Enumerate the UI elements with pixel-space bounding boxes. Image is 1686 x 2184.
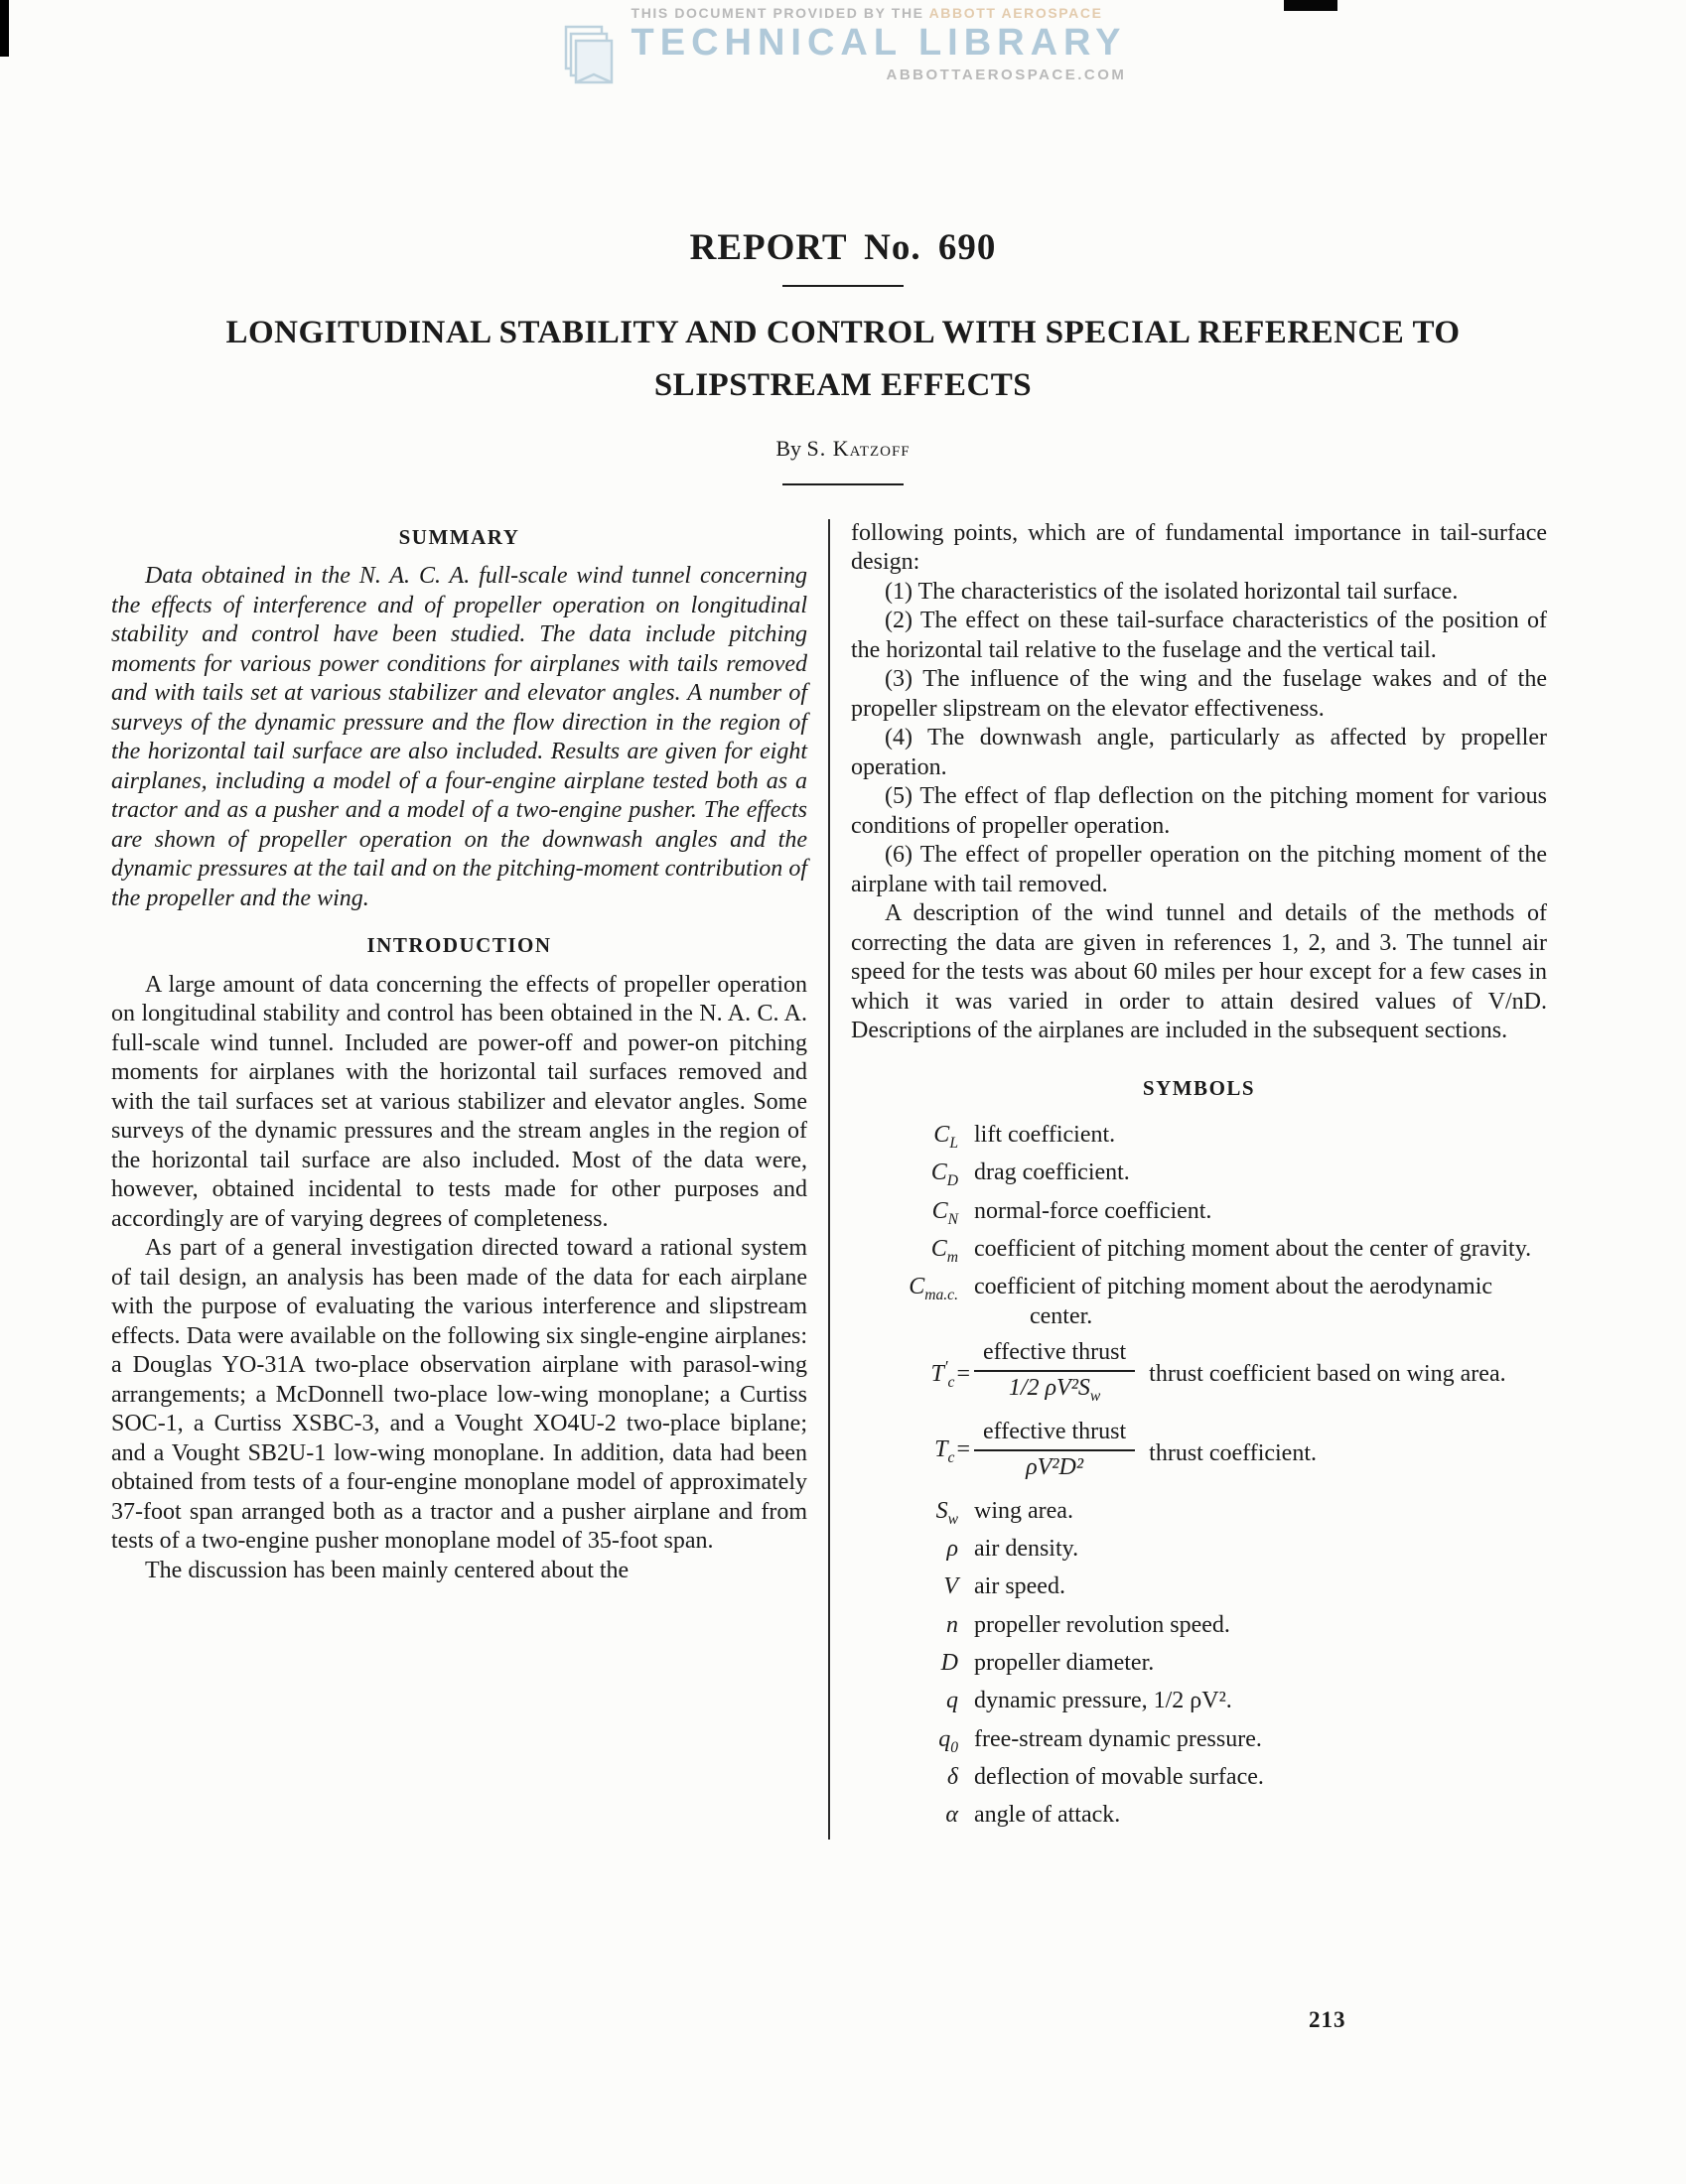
- summary-paragraph: Data obtained in the N. A. C. A. full-scale wind tunnel concerning the effects of interference and of propeller operation on longitudinal stability and control have been studied. The data include pitching moments for various power conditions for airplanes with tails removed and with tails set at various stabilizer and elevator angles. A number of surveys of the dynamic pressure and the flow direction in the region of the horizontal tail surface are also included. Results are given for eight airplanes, including a model of a four-engine airplane tested both as a tractor and as a pusher and a model of a two-engine pusher. The effects are shown of propeller operation on the downwash angles and the dynamic pressures at the tail and on the pitching-moment contribution of the propeller and the wing.: [111, 563, 807, 911]
- two-column-body: [111, 519, 1547, 1840]
- symbol-subscript: c: [947, 1448, 955, 1466]
- symbol: [879, 1535, 974, 1571]
- symbol: [879, 1273, 974, 1331]
- symbol-letter: δ: [946, 1763, 958, 1790]
- symbol-letter: n: [946, 1611, 958, 1638]
- symbol-subscript: N: [947, 1210, 958, 1228]
- symbol-letter: C: [930, 1160, 947, 1186]
- symbol: [879, 1572, 974, 1609]
- header-rule-top: [782, 285, 904, 287]
- symbol-row: [879, 1273, 1547, 1331]
- symbol-row: [879, 1687, 1547, 1723]
- symbol-definition: thrust coefficient.: [1149, 1439, 1318, 1466]
- symbol-row: [879, 1611, 1547, 1648]
- symbol-row: [879, 1159, 1547, 1195]
- symbol: [879, 1763, 974, 1800]
- symbol-definition: normal-force coefficient.: [974, 1197, 1212, 1224]
- byline-by: By: [775, 435, 802, 461]
- watermark-provided-by: THIS DOCUMENT PROVIDED BY THE: [631, 5, 924, 21]
- symbol: [879, 1497, 974, 1534]
- fraction-numerator: effective thrust: [974, 1338, 1135, 1372]
- symbol: [879, 1611, 974, 1648]
- symbol-definition: propeller diameter.: [974, 1650, 1155, 1677]
- numbered-point: (4) The downwash angle, particularly as affected by propeller operation.: [851, 725, 1547, 780]
- symbol-row-thrust-coefficient: [879, 1418, 1547, 1490]
- symbol-letter: D: [940, 1650, 958, 1677]
- watermark-provider: ABBOTT AEROSPACE: [928, 5, 1103, 21]
- document-stack-icon: [560, 25, 622, 93]
- report-title-line1: LONGITUDINAL STABILITY AND CONTROL WITH SPECIAL REFERENCE TO: [225, 315, 1461, 350]
- symbol-definition: free-stream dynamic pressure.: [974, 1725, 1262, 1752]
- symbol-letter: C: [931, 1197, 948, 1224]
- library-watermark: [0, 5, 1686, 93]
- byline-author: S. Katzoff: [806, 435, 911, 461]
- symbol: [879, 1235, 974, 1272]
- numbered-point: (2) The effect on these tail-surface characteristics of the position of the horizontal tail relative to the fuselage and the vertical tail.: [851, 608, 1547, 663]
- symbol-letter: T: [930, 1361, 944, 1388]
- symbol-row: [879, 1197, 1547, 1234]
- symbol-definition: thrust coefficient based on wing area.: [1149, 1360, 1506, 1387]
- symbol-subscript: L: [949, 1134, 958, 1152]
- symbol-definition: drag coefficient.: [974, 1160, 1130, 1186]
- numbered-point: (1) The characteristics of the isolated horizontal tail surface.: [885, 578, 1459, 605]
- symbol-row: [879, 1535, 1547, 1571]
- header-rule-bottom: [782, 483, 904, 485]
- symbol-row: [879, 1235, 1547, 1272]
- description-paragraph: A description of the wind tunnel and details of the methods of correcting the data are given in references 1, 2, and 3. The tunnel air speed for the tests was about 60 miles per hour except for a few cases in which it was varied in order to attain desired values of V/nD. Descriptions of the airplanes are included in the subsequent sections.: [851, 900, 1547, 1044]
- symbol-definition: dynamic pressure, 1/2 ρV².: [974, 1688, 1232, 1714]
- symbol-row: [879, 1121, 1547, 1158]
- column-divider-rule: [828, 519, 830, 1840]
- symbol-definition: propeller revolution speed.: [974, 1611, 1230, 1638]
- report-title: [0, 307, 1686, 412]
- symbol-letter: q: [938, 1725, 951, 1752]
- symbol-letter: T: [934, 1435, 948, 1462]
- numbered-point: (3) The influence of the wing and the fuselage wakes and of the propeller slipstream on the elevator effectiveness.: [851, 666, 1547, 722]
- symbol: [879, 1121, 974, 1158]
- symbol-row: [879, 1649, 1547, 1686]
- symbol: [879, 1435, 974, 1472]
- byline: [0, 436, 1686, 462]
- right-column: [851, 519, 1547, 1840]
- symbol: [879, 1352, 974, 1397]
- fraction: [974, 1418, 1135, 1490]
- symbols-heading: SYMBOLS: [1142, 1075, 1256, 1100]
- symbol-definition: deflection of movable surface.: [974, 1763, 1264, 1790]
- numbered-point: (6) The effect of propeller operation on the pitching moment of the airplane with tail removed.: [851, 842, 1547, 897]
- watermark-provided-line: [632, 5, 1127, 21]
- symbol: [879, 1725, 974, 1762]
- symbol-letter: C: [930, 1235, 947, 1262]
- continuation-paragraph: following points, which are of fundamental importance in tail-surface design:: [851, 519, 1547, 576]
- symbol-definition: coefficient of pitching moment about the aerodynamic center.: [974, 1274, 1493, 1329]
- denominator-text: 1/2 ρV²S: [1008, 1374, 1090, 1401]
- symbol: [879, 1197, 974, 1234]
- symbol-letter: α: [945, 1802, 958, 1829]
- equals-sign: =: [956, 1361, 970, 1388]
- symbol-subscript: 0: [950, 1738, 958, 1756]
- fraction-denominator: [974, 1451, 1135, 1490]
- symbol-definition: air density.: [974, 1536, 1079, 1563]
- symbol-letter: V: [943, 1573, 958, 1600]
- symbol-row: [879, 1725, 1547, 1762]
- watermark-library-title: TECHNICAL LIBRARY: [631, 22, 1127, 64]
- left-column: [111, 519, 807, 1840]
- symbol-definition: coefficient of pitching moment about the center of gravity.: [974, 1235, 1532, 1262]
- fraction: [974, 1338, 1135, 1411]
- equals-sign: =: [956, 1435, 970, 1462]
- symbol: [879, 1649, 974, 1686]
- introduction-paragraph: A large amount of data concerning the effects of propeller operation on longitudinal stability and control has been obtained in the N. A. C. A. full-scale wind tunnel. Included are power-off and power-on pitching moments for airplanes with the horizontal tail surfaces removed and with the tail surfaces set at various stabilizer and elevator angles. Some surveys of the dynamic pressures and the stream angles in the region of the horizontal tail surface are also included. Most of the data were, however, obtained incidental to tests made for other purposes and accordingly are of varying degrees of completeness.: [111, 971, 807, 1232]
- introduction-paragraph: The discussion has been mainly centered about the: [145, 1557, 630, 1583]
- introduction-paragraph: As part of a general investigation directed toward a rational system of tail design, an analysis has been made of the data for each airplane with the purpose of evaluating the various interference and slipstream effects. Data were available on the following six single-engine airplanes: a Douglas YO-31A two-place observation airplane with parasol-wing arrangements; a McDonnell two-place low-wing monoplane; a Curtiss SOC-1, a Curtiss XSBC-3, and a Vought XO4U-2 two-place biplane; and a Vought SB2U-1 low-wing monoplane. In addition, data had been obtained from tests of a four-engine monoplane model of approximately 37-foot span arranged both as a tractor and a pusher airplane and from tests of a two-engine pusher monoplane model of 35-foot span.: [111, 1235, 807, 1555]
- symbol-row-thrust-coefficient-wing-area: [879, 1338, 1547, 1411]
- symbol-letter: C: [909, 1274, 925, 1300]
- symbol-subscript: ma.c.: [924, 1287, 958, 1304]
- symbol-row: [879, 1763, 1547, 1800]
- denominator-text: ρV²D²: [1026, 1453, 1084, 1480]
- fraction-denominator: [974, 1372, 1135, 1411]
- page-number: 213: [1309, 2007, 1346, 2032]
- symbol-row: [879, 1572, 1547, 1609]
- introduction-heading: INTRODUCTION: [366, 933, 552, 958]
- symbol-subscript: D: [946, 1172, 958, 1190]
- symbol-letter: q: [946, 1688, 958, 1714]
- symbols-list: [851, 1121, 1547, 1838]
- symbol-row: [879, 1497, 1547, 1534]
- symbol-definition: air speed.: [974, 1573, 1065, 1600]
- symbol-subscript: m: [946, 1248, 958, 1266]
- report-title-line2: SLIPSTREAM EFFECTS: [653, 366, 1033, 403]
- symbol: [879, 1801, 974, 1838]
- summary-heading: SUMMARY: [398, 524, 520, 549]
- symbol-letter: C: [933, 1122, 950, 1149]
- symbol-definition: angle of attack.: [974, 1802, 1121, 1829]
- symbol-subscript: c: [947, 1373, 955, 1391]
- watermark-site-url: ABBOTTAEROSPACE.COM: [886, 67, 1127, 83]
- symbol-letter: S: [935, 1497, 948, 1524]
- denominator-subscript: w: [1089, 1387, 1101, 1405]
- symbol: [879, 1687, 974, 1723]
- symbol-row: [879, 1801, 1547, 1838]
- symbol: [879, 1159, 974, 1195]
- symbol-definition: lift coefficient.: [974, 1122, 1116, 1149]
- watermark-text: [632, 5, 1127, 83]
- symbol-subscript: w: [947, 1510, 958, 1528]
- prime-mark: ′: [943, 1357, 948, 1377]
- symbol-letter: ρ: [946, 1536, 958, 1563]
- numbered-point: (5) The effect of flap deflection on the pitching moment for various conditions of propeller operation.: [851, 783, 1547, 839]
- report-number: REPORT No. 690: [689, 227, 997, 268]
- fraction-numerator: effective thrust: [974, 1418, 1135, 1451]
- symbol-definition: wing area.: [974, 1497, 1073, 1524]
